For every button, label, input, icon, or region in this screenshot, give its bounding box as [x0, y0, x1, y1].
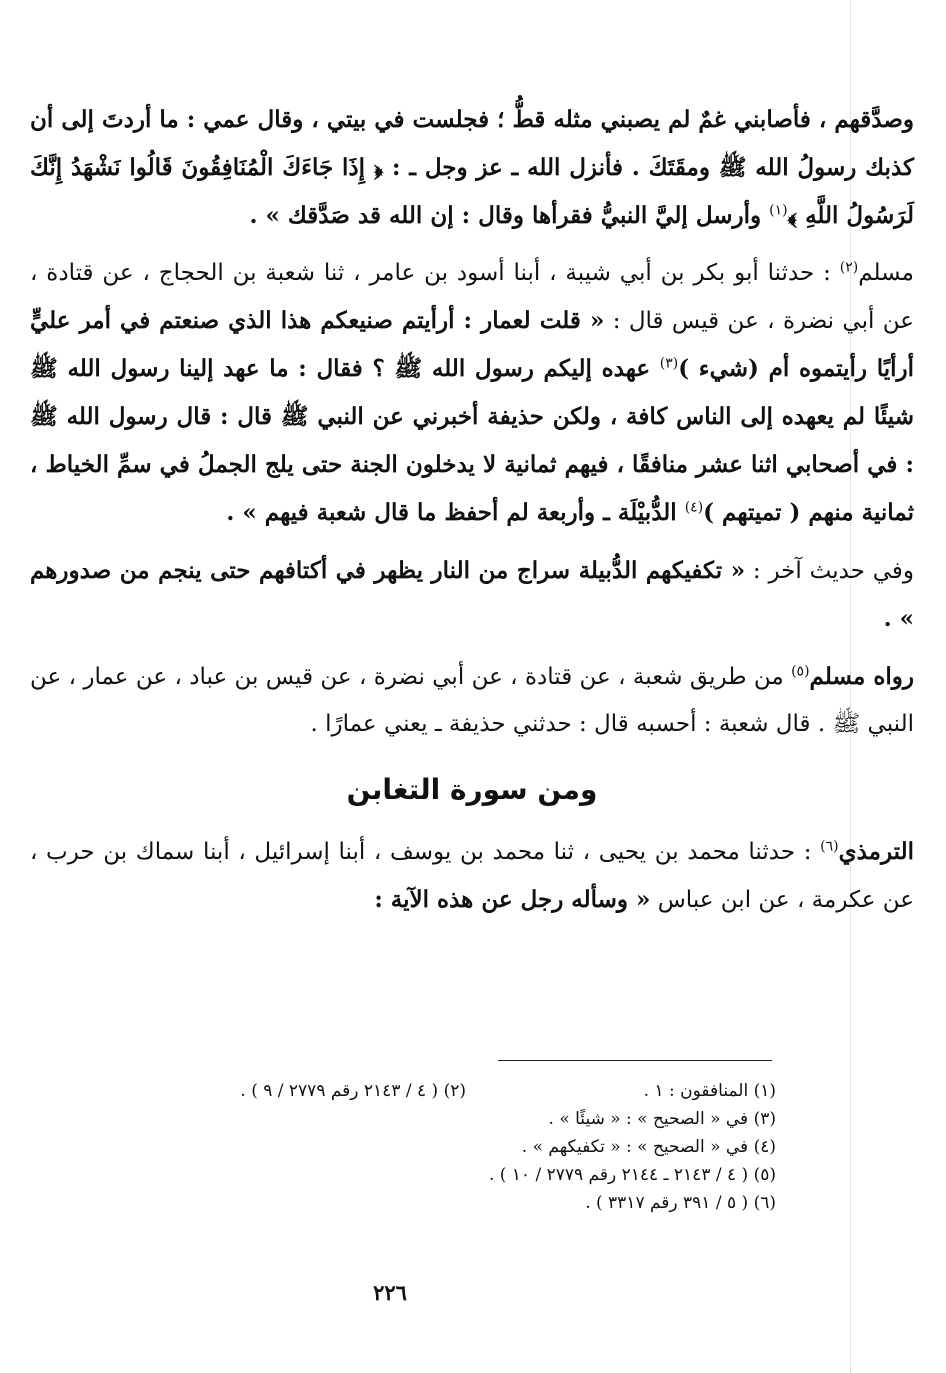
source-name: الترمذي — [838, 838, 914, 865]
footnote-2: (٢) ( ٤ / ٢١٤٣ رقم ٢٧٧٩ / ٩ ) . — [240, 1081, 466, 1101]
footnote-ref-3[interactable]: (٣) — [659, 355, 679, 372]
page-number: ٢٢٦ — [373, 1280, 407, 1305]
page-body — [30, 96, 914, 924]
source-name: مسلم — [858, 260, 914, 286]
hadith-text-cont: عهده إليكم رسول الله ﷺ ؟ فقال : ما عهد إلينا رسول الله ﷺ شيئًا لم يعهده إلى الناس كافة ، ولكن حذيفة أخبرني عن النبي ﷺ قال : قال رسول الله ﷺ : في أصحابي اثنا عشر منافقًا ، فيهم ثمانية لا يدخلون الجنة حتى يلج الجملُ في سمِّ الخياط ، ثمانية منهم ( تميتهم ) — [30, 355, 914, 526]
hadith-text: وصدَّقهم ، فأصابني غمٌ لم يصبني مثله قطُّ ؛ فجلست في بيتي ، وقال عمي : ما أردتَ إلى أن كذبك رسولُ الله ﷺ ومقَتَكَ . فأنزل الله ـ عز وجل ـ : ﴿ إِذَا جَاءَكَ الْمُنَافِقُونَ قَالُوا نَشْهَدُ إِنَّكَ لَرَسُولُ اللَّهِ ﴾ — [30, 106, 914, 229]
footnote-ref-6[interactable]: (٦) — [820, 838, 839, 855]
footnote-6: (٦) ( ٥ / ٣٩١ رقم ٣٣١٧ ) . — [585, 1193, 776, 1213]
section-heading: ومن سورة التغابن — [346, 773, 598, 806]
paragraph-5 — [30, 828, 914, 924]
intro-text: وفي حديث آخر : — [745, 558, 915, 584]
footnote-4: (٤) في « الصحيح » : « تكفيكهم » . — [521, 1137, 776, 1157]
footnote-ref-5[interactable]: (٥) — [791, 663, 810, 680]
paragraph-3 — [30, 547, 914, 643]
paragraph-1 — [30, 96, 914, 240]
footnote-1: (١) المنافقون : ١ . — [643, 1081, 776, 1101]
footnote-ref-2[interactable]: (٢) — [839, 259, 859, 276]
hadith-text: « قلت لعمار : أرأيتم صنيعكم هذا الذي صنعتم في أمر عليٍّ أرأيًا رأيتموه أم (شيء ) — [30, 307, 915, 382]
hadith-text: « وسأله رجل عن هذه الآية : — [374, 886, 651, 913]
footnote-ref-4[interactable]: (٤) — [684, 499, 704, 516]
hadith-text: « تكفيكهم الدُّبيلة سراج من النار يظهر في أكتافهم حتى ينجم من صدورهم » . — [30, 557, 914, 632]
footnote-3: (٣) في « الصحيح » : « شيئًا » . — [548, 1109, 776, 1129]
isnad-text: من طريق شعبة ، عن قتادة ، عن أبي نضرة ، عن قيس بن عباد ، عن عمار ، عن النبي ﷺ . قال شعبة : أحسبه قال : حدثني حذيفة ـ يعني عمارًا . — [30, 664, 914, 737]
footnote-row — [76, 1077, 776, 1105]
hadith-text-end: الدُّبيْلَة ـ وأربعة لم أحفظ ما قال شعبة فيهم » . — [226, 499, 685, 526]
isnad-text: : حدثنا محمد بن يحيى ، ثنا محمد بن يوسف ، أبنا إسرائيل ، أبنا سماك بن حرب ، عن عكرمة ، عن ابن عباس — [30, 839, 914, 913]
footnote-ref-1[interactable]: (١) — [769, 202, 788, 219]
hadith-text-cont: وأرسل إليَّ النبيُّ فقرأها وقال : إن الله قد صَدَّقك » . — [249, 202, 770, 229]
isnad-text: : حدثنا أبو بكر بن أبي شيبة ، أبنا أسود بن عامر ، ثنا شعبة بن الحجاج ، عن قتادة ، عن أبي نضرة ، عن قيس قال : — [30, 260, 914, 334]
paragraph-2 — [30, 250, 914, 537]
footnotes — [76, 1077, 776, 1217]
source-name: رواه مسلم — [809, 663, 915, 690]
footnote-separator — [498, 1060, 772, 1061]
footnote-5: (٥) ( ٤ / ٢١٤٣ ـ ٢١٤٤ رقم ٢٧٧٩ / ١٠ ) . — [488, 1165, 776, 1185]
paragraph-4 — [30, 653, 914, 748]
